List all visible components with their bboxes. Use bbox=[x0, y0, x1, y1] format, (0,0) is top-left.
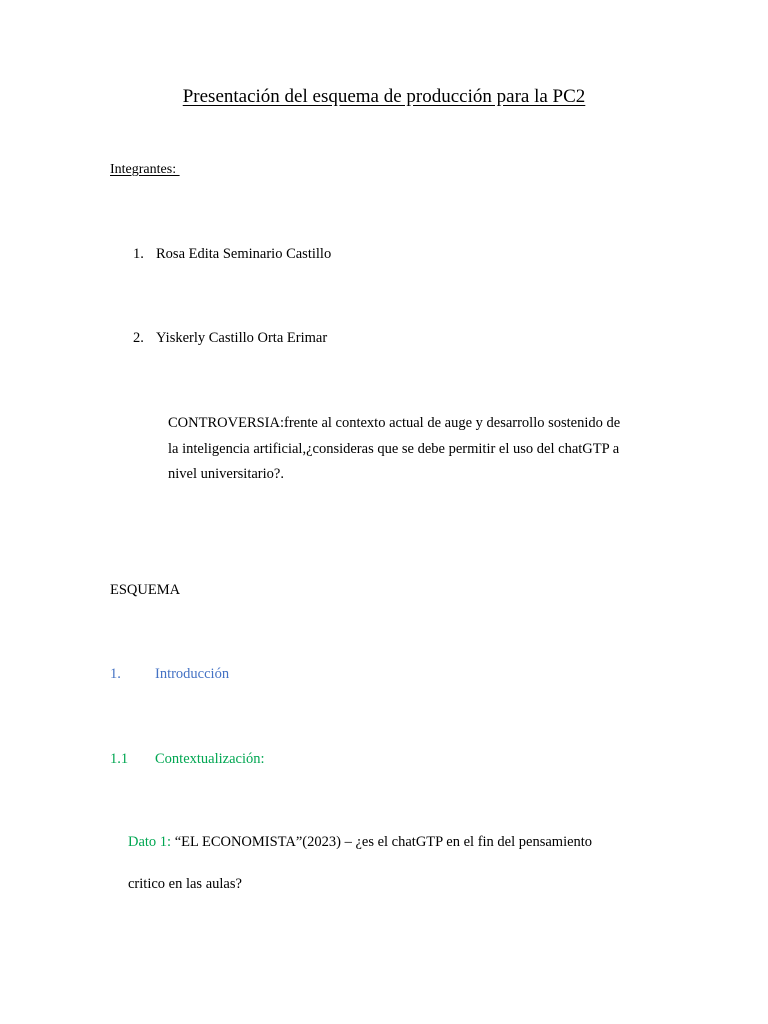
member-name: Yiskerly Castillo Orta Erimar bbox=[156, 330, 328, 346]
outline-heading: ESQUEMA bbox=[110, 582, 181, 598]
section-title-contextualizacion: Contextualización: bbox=[155, 751, 265, 767]
controversy-line: la inteligencia artificial,¿consideras que se debe permitir el uso del chatGTP a bbox=[168, 440, 620, 457]
dato-line bbox=[128, 834, 592, 851]
section-number: 1.1 bbox=[110, 751, 129, 767]
dato-text: “EL ECONOMISTA”(2023) – ¿es el chatGTP en el fin del pensamiento bbox=[171, 834, 593, 850]
dato-continuation: critico en las aulas? bbox=[128, 876, 242, 892]
controversy-line: nivel universitario?. bbox=[168, 466, 284, 482]
member-number: 1. bbox=[133, 246, 144, 262]
section-number: 1. bbox=[110, 666, 121, 682]
members-label: Integrantes: bbox=[110, 162, 180, 177]
member-number: 2. bbox=[133, 330, 144, 346]
section-title-introduccion: Introducción bbox=[155, 666, 230, 682]
controversy-line: CONTROVERSIA:frente al contexto actual de auge y desarrollo sostenido de bbox=[168, 415, 621, 431]
controversy-paragraph bbox=[168, 411, 658, 488]
document-title: Presentación del esquema de producción para la PC2 bbox=[182, 86, 586, 107]
dato-label: Dato 1: bbox=[128, 834, 172, 850]
member-name: Rosa Edita Seminario Castillo bbox=[156, 246, 332, 262]
